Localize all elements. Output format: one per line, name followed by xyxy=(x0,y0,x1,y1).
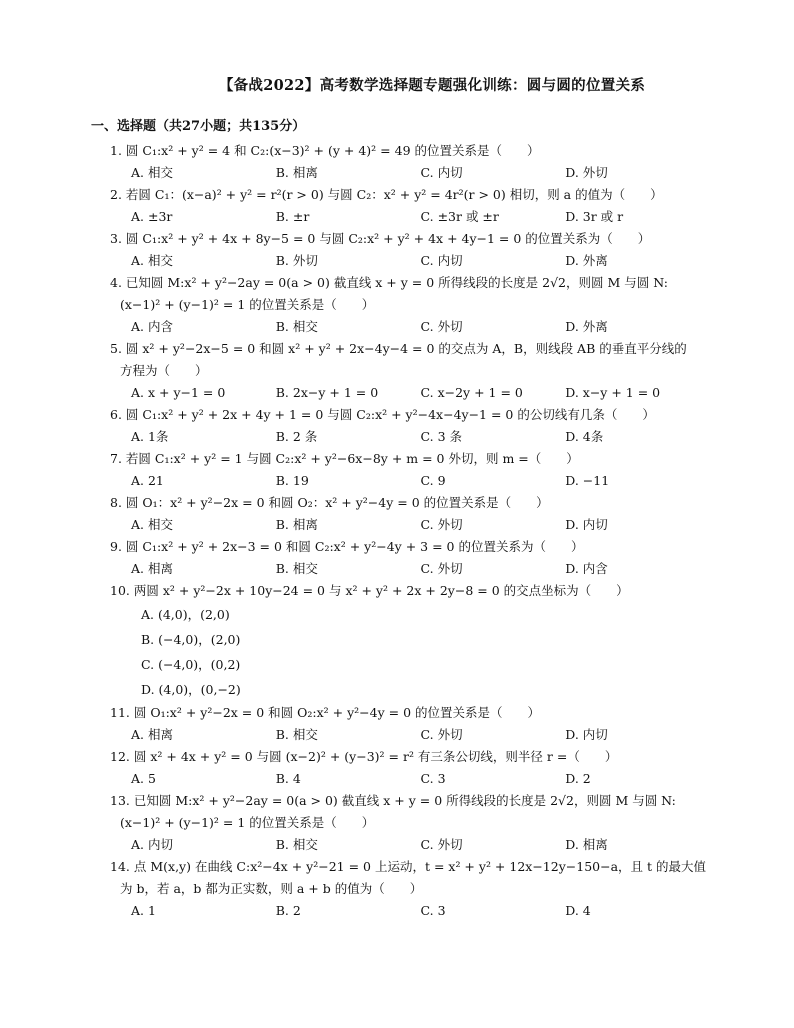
option-a[interactable]: A. 相离 xyxy=(131,561,173,576)
option-row xyxy=(110,602,710,702)
option-row xyxy=(110,206,710,228)
question-6 xyxy=(110,404,710,448)
question-stem xyxy=(110,140,710,162)
option-b[interactable]: B. (−4,0)，(2,0) xyxy=(141,632,241,647)
option-d[interactable]: D. 相离 xyxy=(565,837,608,852)
option-row xyxy=(110,834,710,856)
question-stem xyxy=(110,338,710,382)
option-row xyxy=(110,316,710,338)
question-stem xyxy=(110,702,710,724)
question-number: 11. xyxy=(110,705,130,720)
option-b[interactable]: B. 4 xyxy=(275,771,301,786)
question-stem xyxy=(110,404,710,426)
question-text: 圆 C₁:x² + y² + 2x + 4y + 1 = 0 与圆 C₂:x² + y²−4x−4y−1 = 0 的公切线有几条（ ） xyxy=(121,407,655,422)
option-a[interactable]: A. 相交 xyxy=(131,165,173,180)
option-b[interactable]: B. ±r xyxy=(275,209,310,224)
question-text: 已知圆 M:x² + y²−2ay = 0(a > 0) 截直线 x + y = 0 所得线段的长度是 2√2，则圆 M 与圆 N: xyxy=(129,793,676,808)
option-d[interactable]: D. 内切 xyxy=(565,727,608,742)
question-8 xyxy=(110,492,710,536)
question-text: 圆 C₁:x² + y² = 4 和 C₂:(x−3)² + (y + 4)² = 49 的位置关系是（ ） xyxy=(121,143,540,158)
question-stem xyxy=(110,580,710,602)
option-a[interactable]: A. ±3r xyxy=(131,209,173,224)
option-c[interactable]: C. 9 xyxy=(420,473,446,488)
option-a[interactable]: A. (4,0)，(2,0) xyxy=(141,607,230,622)
question-text: 圆 x² + 4x + y² = 0 与圆 (x−2)² + (y−3)² = r² 有三条公切线，则半径 r =（ ） xyxy=(129,749,618,764)
option-row xyxy=(110,382,710,404)
option-b[interactable]: B. 相交 xyxy=(275,561,318,576)
question-number: 12. xyxy=(110,749,130,764)
question-number: 7. xyxy=(110,451,122,466)
option-b[interactable]: B. 2 条 xyxy=(275,429,318,444)
option-a[interactable]: A. x + y−1 = 0 xyxy=(131,385,226,400)
option-d[interactable]: D. 4 xyxy=(565,903,591,918)
question-2 xyxy=(110,184,710,228)
question-stem xyxy=(110,492,710,514)
question-7 xyxy=(110,448,710,492)
question-number: 8. xyxy=(110,495,122,510)
question-number: 2. xyxy=(110,187,122,202)
question-10 xyxy=(110,580,710,702)
option-d[interactable]: D. 2 xyxy=(565,771,591,786)
question-number: 14. xyxy=(110,859,130,874)
question-text: (x−1)² + (y−1)² = 1 的位置关系是（ ） xyxy=(120,297,375,312)
question-text: 方程为（ ） xyxy=(120,363,208,378)
option-b[interactable]: B. 相离 xyxy=(275,165,318,180)
question-number: 10. xyxy=(110,583,130,598)
question-number: 9. xyxy=(110,539,122,554)
question-number: 3. xyxy=(110,231,122,246)
question-text: (x−1)² + (y−1)² = 1 的位置关系是（ ） xyxy=(120,815,375,830)
option-b[interactable]: B. 相交 xyxy=(275,837,318,852)
question-11 xyxy=(110,702,710,746)
question-text: 圆 O₁：x² + y²−2x = 0 和圆 O₂：x² + y²−4y = 0 的位置关系是（ ） xyxy=(121,495,549,510)
question-text: 若圆 C₁：(x−a)² + y² = r²(r > 0) 与圆 C₂：x² + y² = 4r²(r > 0) 相切，则 a 的值为（ ） xyxy=(121,187,663,202)
option-b[interactable]: B. 2x−y + 1 = 0 xyxy=(275,385,379,400)
option-row xyxy=(110,724,710,746)
option-c[interactable]: C. 外切 xyxy=(420,727,463,742)
option-c[interactable]: C. ±3r 或 ±r xyxy=(420,209,499,224)
question-text: 圆 x² + y²−2x−5 = 0 和圆 x² + y² + 2x−4y−4 = 0 的交点为 A，B，则线段 AB 的垂直平分线的 xyxy=(121,341,687,356)
option-c[interactable]: C. 3 xyxy=(420,771,446,786)
question-stem xyxy=(110,746,710,768)
option-c[interactable]: C. 3 条 xyxy=(420,429,462,444)
question-stem xyxy=(110,790,710,834)
option-c[interactable]: C. x−2y + 1 = 0 xyxy=(420,385,523,400)
option-d[interactable]: D. 外离 xyxy=(565,253,608,268)
page-title: 【备战2022】高考数学选择题专题强化训练：圆与圆的位置关系 xyxy=(218,77,646,94)
option-row xyxy=(110,900,710,922)
option-a[interactable]: A. 1条 xyxy=(131,429,169,444)
option-a[interactable]: A. 相交 xyxy=(131,517,173,532)
option-c[interactable]: C. 3 xyxy=(420,903,446,918)
option-d[interactable]: D. −11 xyxy=(565,473,610,488)
option-c[interactable]: C. 外切 xyxy=(420,319,463,334)
option-a[interactable]: A. 内切 xyxy=(131,837,173,852)
option-c[interactable]: C. 内切 xyxy=(420,253,463,268)
option-b[interactable]: B. 外切 xyxy=(275,253,318,268)
question-number: 1. xyxy=(110,143,122,158)
question-stem xyxy=(110,228,710,250)
question-stem xyxy=(110,856,710,900)
option-b[interactable]: B. 相交 xyxy=(275,319,318,334)
option-row xyxy=(110,162,710,184)
question-9 xyxy=(110,536,710,580)
option-a[interactable]: A. 5 xyxy=(131,771,156,786)
question-number: 13. xyxy=(110,793,130,808)
question-text: 圆 C₁:x² + y² + 2x−3 = 0 和圆 C₂:x² + y²−4y + 3 = 0 的位置关系为（ ） xyxy=(121,539,584,554)
option-d[interactable]: D. 外切 xyxy=(565,165,608,180)
question-3 xyxy=(110,228,710,272)
option-a[interactable]: A. 内含 xyxy=(131,319,173,334)
option-b[interactable]: B. 2 xyxy=(275,903,301,918)
option-a[interactable]: A. 1 xyxy=(131,903,156,918)
question-12 xyxy=(110,746,710,790)
option-d[interactable]: D. 3r 或 r xyxy=(565,209,624,224)
question-text: 两圆 x² + y²−2x + 10y−24 = 0 与 x² + y² + 2x + 2y−8 = 0 的交点坐标为（ ） xyxy=(129,583,629,598)
question-4 xyxy=(110,272,710,338)
option-d[interactable]: D. 外离 xyxy=(565,319,608,334)
option-c[interactable]: C. 外切 xyxy=(420,837,463,852)
question-number: 4. xyxy=(110,275,122,290)
option-c[interactable]: C. 外切 xyxy=(420,561,463,576)
option-d[interactable]: D. x−y + 1 = 0 xyxy=(565,385,661,400)
option-d[interactable]: D. 4条 xyxy=(565,429,604,444)
option-d[interactable]: D. 内含 xyxy=(565,561,608,576)
option-b[interactable]: B. 相离 xyxy=(275,517,318,532)
question-list xyxy=(110,140,710,922)
question-stem xyxy=(110,448,710,470)
option-a[interactable]: A. 相离 xyxy=(131,727,173,742)
option-a[interactable]: A. 相交 xyxy=(131,253,173,268)
section-heading: 一、选择题（共27小题；共135分） xyxy=(91,119,306,134)
question-stem xyxy=(110,272,710,316)
question-text: 为 b，若 a，b 都为正实数，则 a + b 的值为（ ） xyxy=(120,881,423,896)
option-d[interactable]: D. 内切 xyxy=(565,517,608,532)
question-5 xyxy=(110,338,710,404)
option-row xyxy=(110,426,710,448)
question-text: 若圆 C₁:x² + y² = 1 与圆 C₂:x² + y²−6x−8y + m = 0 外切，则 m =（ ） xyxy=(121,451,579,466)
question-text: 点 M(x,y) 在曲线 C:x²−4x + y²−21 = 0 上运动，t = x² + y² + 12x−12y−150−a，且 t 的最大值 xyxy=(129,859,706,874)
option-c[interactable]: C. 内切 xyxy=(420,165,463,180)
question-13 xyxy=(110,790,710,856)
option-row xyxy=(110,768,710,790)
option-c[interactable]: C. (−4,0)，(0,2) xyxy=(141,657,241,672)
option-row xyxy=(110,250,710,272)
question-number: 6. xyxy=(110,407,122,422)
option-row xyxy=(110,514,710,536)
option-d[interactable]: D. (4,0)，(0,−2) xyxy=(141,682,241,697)
option-b[interactable]: B. 相交 xyxy=(275,727,318,742)
question-text: 圆 C₁:x² + y² + 4x + 8y−5 = 0 与圆 C₂:x² + y² + 4x + 4y−1 = 0 的位置关系为（ ） xyxy=(121,231,651,246)
question-text: 圆 O₁:x² + y²−2x = 0 和圆 O₂:x² + y²−4y = 0 的位置关系是（ ） xyxy=(129,705,541,720)
option-row xyxy=(110,558,710,580)
option-c[interactable]: C. 外切 xyxy=(420,517,463,532)
question-14 xyxy=(110,856,710,922)
option-a[interactable]: A. 21 xyxy=(131,473,164,488)
question-1 xyxy=(110,140,710,184)
option-row xyxy=(110,470,710,492)
question-stem xyxy=(110,536,710,558)
option-b[interactable]: B. 19 xyxy=(275,473,309,488)
question-number: 5. xyxy=(110,341,122,356)
question-text: 已知圆 M:x² + y²−2ay = 0(a > 0) 截直线 x + y = 0 所得线段的长度是 2√2，则圆 M 与圆 N: xyxy=(121,275,668,290)
question-stem xyxy=(110,184,710,206)
